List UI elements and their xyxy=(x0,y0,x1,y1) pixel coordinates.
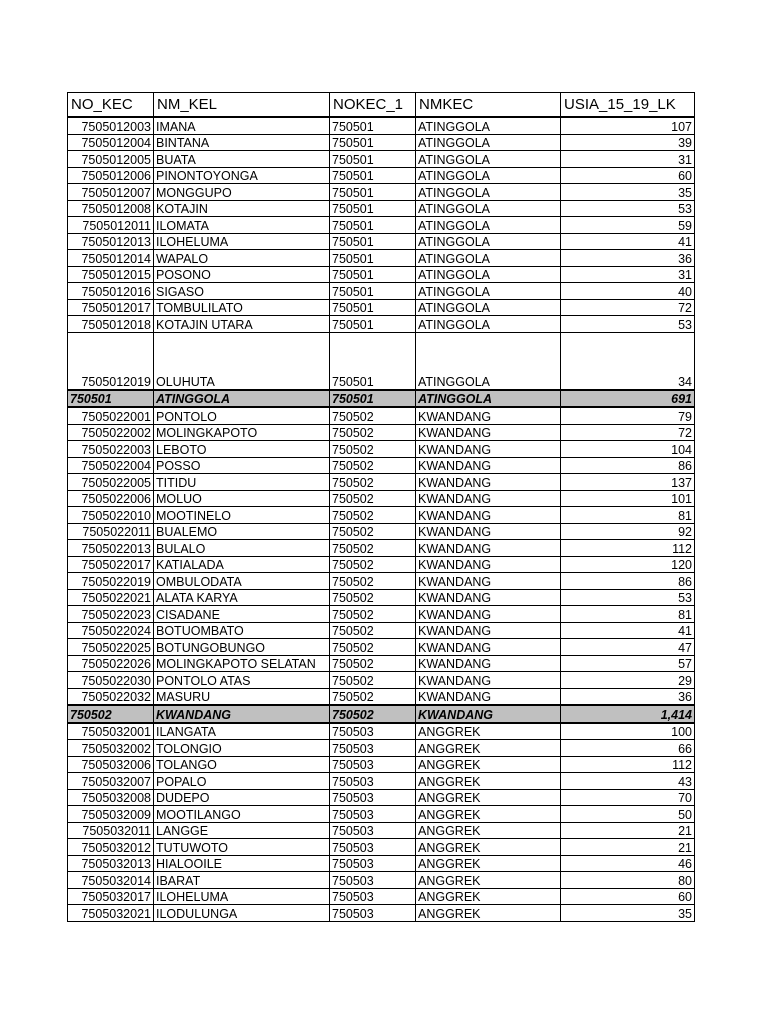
cell-usia-15-19-lk: 66 xyxy=(561,740,695,757)
cell-no-kec: 7505022010 xyxy=(68,507,154,524)
cell-nokec-1: 750503 xyxy=(330,740,416,757)
cell-no-kec: 7505022004 xyxy=(68,457,154,474)
cell-no-kec: 7505012013 xyxy=(68,233,154,250)
cell-no-kec: 7505022011 xyxy=(68,523,154,540)
cell-nmkec: ATINGGOLA xyxy=(416,167,561,184)
cell-no-kec: 7505032001 xyxy=(68,723,154,740)
table-row xyxy=(68,839,695,856)
cell-nokec-1: 750501 xyxy=(330,266,416,283)
cell-nm-kel: MOLINGKAPOTO SELATAN xyxy=(154,655,330,672)
cell-nmkec: KWANDANG xyxy=(416,407,561,424)
cell-nmkec: ANGGREK xyxy=(416,806,561,823)
cell-nm-kel: MOLINGKAPOTO xyxy=(154,424,330,441)
cell-no-kec: 7505032011 xyxy=(68,822,154,839)
cell-usia-15-19-lk: 691 xyxy=(561,390,695,408)
cell-no-kec: 7505012004 xyxy=(68,134,154,151)
cell-usia-15-19-lk: 120 xyxy=(561,556,695,573)
cell-nokec-1: 750502 xyxy=(330,441,416,458)
table-row xyxy=(68,424,695,441)
cell-usia-15-19-lk: 81 xyxy=(561,606,695,623)
table-row xyxy=(68,655,695,672)
cell-nmkec: ATINGGOLA xyxy=(416,250,561,267)
cell-nokec-1: 750501 xyxy=(330,332,416,390)
cell-nmkec: KWANDANG xyxy=(416,441,561,458)
cell-nokec-1: 750501 xyxy=(330,184,416,201)
cell-nmkec: ANGGREK xyxy=(416,839,561,856)
cell-no-kec: 7505012019 xyxy=(68,332,154,390)
cell-nmkec: ANGGREK xyxy=(416,905,561,922)
table-row xyxy=(68,688,695,705)
table-row xyxy=(68,332,695,390)
table-row xyxy=(68,233,695,250)
cell-nokec-1: 750501 xyxy=(330,151,416,168)
cell-nmkec: KWANDANG xyxy=(416,457,561,474)
cell-usia-15-19-lk: 112 xyxy=(561,540,695,557)
table-row xyxy=(68,217,695,234)
cell-no-kec: 7505022021 xyxy=(68,589,154,606)
cell-usia-15-19-lk: 104 xyxy=(561,441,695,458)
cell-nm-kel: IBARAT xyxy=(154,872,330,889)
cell-usia-15-19-lk: 50 xyxy=(561,806,695,823)
cell-nokec-1: 750503 xyxy=(330,905,416,922)
cell-no-kec: 750502 xyxy=(68,705,154,723)
cell-no-kec: 7505032008 xyxy=(68,789,154,806)
cell-usia-15-19-lk: 57 xyxy=(561,655,695,672)
cell-nmkec: KWANDANG xyxy=(416,573,561,590)
cell-usia-15-19-lk: 86 xyxy=(561,573,695,590)
cell-nm-kel: MOLUO xyxy=(154,490,330,507)
cell-nm-kel: PINONTOYONGA xyxy=(154,167,330,184)
cell-no-kec: 7505032009 xyxy=(68,806,154,823)
cell-nm-kel: TITIDU xyxy=(154,474,330,491)
cell-nm-kel: WAPALO xyxy=(154,250,330,267)
cell-nokec-1: 750501 xyxy=(330,167,416,184)
table-row xyxy=(68,573,695,590)
cell-usia-15-19-lk: 53 xyxy=(561,589,695,606)
cell-nmkec: ANGGREK xyxy=(416,822,561,839)
header-nm-kel: NM_KEL xyxy=(154,93,330,118)
cell-usia-15-19-lk: 36 xyxy=(561,688,695,705)
cell-nmkec: KWANDANG xyxy=(416,490,561,507)
cell-nokec-1: 750503 xyxy=(330,888,416,905)
cell-nm-kel: POPALO xyxy=(154,773,330,790)
cell-nm-kel: LEBOTO xyxy=(154,441,330,458)
cell-nokec-1: 750502 xyxy=(330,705,416,723)
cell-no-kec: 7505012008 xyxy=(68,200,154,217)
table-row xyxy=(68,822,695,839)
cell-nmkec: ATINGGOLA xyxy=(416,233,561,250)
cell-no-kec: 7505032007 xyxy=(68,773,154,790)
table-row xyxy=(68,250,695,267)
cell-nokec-1: 750502 xyxy=(330,540,416,557)
table-row xyxy=(68,184,695,201)
cell-nmkec: ANGGREK xyxy=(416,773,561,790)
table-row xyxy=(68,441,695,458)
cell-nokec-1: 750502 xyxy=(330,523,416,540)
cell-nmkec: KWANDANG xyxy=(416,556,561,573)
cell-nmkec: ATINGGOLA xyxy=(416,134,561,151)
cell-nm-kel: BOTUOMBATO xyxy=(154,622,330,639)
cell-nmkec: KWANDANG xyxy=(416,639,561,656)
cell-nokec-1: 750501 xyxy=(330,117,416,134)
cell-nmkec: ANGGREK xyxy=(416,756,561,773)
cell-nokec-1: 750502 xyxy=(330,474,416,491)
cell-nokec-1: 750503 xyxy=(330,773,416,790)
cell-nmkec: ATINGGOLA xyxy=(416,266,561,283)
cell-no-kec: 7505032006 xyxy=(68,756,154,773)
cell-no-kec: 7505012006 xyxy=(68,167,154,184)
cell-no-kec: 7505012016 xyxy=(68,283,154,300)
cell-nm-kel: ILOHELUMA xyxy=(154,888,330,905)
cell-nokec-1: 750502 xyxy=(330,639,416,656)
cell-usia-15-19-lk: 41 xyxy=(561,622,695,639)
cell-nmkec: ATINGGOLA xyxy=(416,117,561,134)
table-row xyxy=(68,740,695,757)
cell-nmkec: KWANDANG xyxy=(416,705,561,723)
cell-nm-kel: ALATA KARYA xyxy=(154,589,330,606)
cell-nm-kel: KWANDANG xyxy=(154,705,330,723)
cell-usia-15-19-lk: 80 xyxy=(561,872,695,889)
cell-usia-15-19-lk: 59 xyxy=(561,217,695,234)
table-row xyxy=(68,490,695,507)
table-row xyxy=(68,167,695,184)
cell-usia-15-19-lk: 40 xyxy=(561,283,695,300)
cell-no-kec: 7505022001 xyxy=(68,407,154,424)
cell-usia-15-19-lk: 36 xyxy=(561,250,695,267)
cell-nmkec: ATINGGOLA xyxy=(416,283,561,300)
cell-no-kec: 7505012015 xyxy=(68,266,154,283)
cell-nmkec: KWANDANG xyxy=(416,474,561,491)
cell-usia-15-19-lk: 86 xyxy=(561,457,695,474)
cell-nmkec: KWANDANG xyxy=(416,540,561,557)
cell-nokec-1: 750503 xyxy=(330,756,416,773)
table-row xyxy=(68,556,695,573)
table-row xyxy=(68,806,695,823)
table-row xyxy=(68,299,695,316)
table-row xyxy=(68,589,695,606)
cell-nmkec: ATINGGOLA xyxy=(416,151,561,168)
cell-nmkec: KWANDANG xyxy=(416,672,561,689)
table-row xyxy=(68,283,695,300)
cell-nm-kel: BUALEMO xyxy=(154,523,330,540)
cell-nmkec: ATINGGOLA xyxy=(416,316,561,333)
header-row xyxy=(68,93,695,118)
cell-nokec-1: 750502 xyxy=(330,424,416,441)
cell-no-kec: 7505022026 xyxy=(68,655,154,672)
cell-usia-15-19-lk: 41 xyxy=(561,233,695,250)
cell-usia-15-19-lk: 31 xyxy=(561,151,695,168)
cell-no-kec: 7505032017 xyxy=(68,888,154,905)
cell-no-kec: 7505032014 xyxy=(68,872,154,889)
cell-nmkec: ATINGGOLA xyxy=(416,217,561,234)
cell-nmkec: ANGGREK xyxy=(416,740,561,757)
cell-nokec-1: 750501 xyxy=(330,233,416,250)
cell-nm-kel: MOOTILANGO xyxy=(154,806,330,823)
cell-usia-15-19-lk: 72 xyxy=(561,424,695,441)
cell-nokec-1: 750501 xyxy=(330,390,416,408)
cell-usia-15-19-lk: 70 xyxy=(561,789,695,806)
cell-nokec-1: 750501 xyxy=(330,134,416,151)
cell-nokec-1: 750502 xyxy=(330,490,416,507)
table-row xyxy=(68,672,695,689)
cell-no-kec: 7505012014 xyxy=(68,250,154,267)
cell-nokec-1: 750502 xyxy=(330,606,416,623)
cell-nmkec: ATINGGOLA xyxy=(416,184,561,201)
cell-nm-kel: BUATA xyxy=(154,151,330,168)
cell-no-kec: 7505012011 xyxy=(68,217,154,234)
cell-nokec-1: 750501 xyxy=(330,316,416,333)
cell-nmkec: ANGGREK xyxy=(416,872,561,889)
table-row xyxy=(68,540,695,557)
table-row xyxy=(68,266,695,283)
cell-usia-15-19-lk: 35 xyxy=(561,905,695,922)
cell-usia-15-19-lk: 47 xyxy=(561,639,695,656)
cell-nmkec: KWANDANG xyxy=(416,655,561,672)
subtotal-row xyxy=(68,705,695,723)
cell-no-kec: 7505032012 xyxy=(68,839,154,856)
cell-no-kec: 7505012018 xyxy=(68,316,154,333)
cell-usia-15-19-lk: 35 xyxy=(561,184,695,201)
cell-nmkec: ANGGREK xyxy=(416,888,561,905)
cell-nmkec: ATINGGOLA xyxy=(416,299,561,316)
cell-usia-15-19-lk: 60 xyxy=(561,888,695,905)
cell-nokec-1: 750503 xyxy=(330,723,416,740)
cell-nm-kel: KATIALADA xyxy=(154,556,330,573)
cell-nm-kel: BINTANA xyxy=(154,134,330,151)
cell-nokec-1: 750501 xyxy=(330,200,416,217)
cell-no-kec: 7505022032 xyxy=(68,688,154,705)
cell-usia-15-19-lk: 101 xyxy=(561,490,695,507)
cell-usia-15-19-lk: 60 xyxy=(561,167,695,184)
cell-nokec-1: 750503 xyxy=(330,806,416,823)
cell-nm-kel: KOTAJIN UTARA xyxy=(154,316,330,333)
cell-nm-kel: BOTUNGOBUNGO xyxy=(154,639,330,656)
cell-no-kec: 7505022002 xyxy=(68,424,154,441)
table-row xyxy=(68,151,695,168)
table-row xyxy=(68,606,695,623)
cell-usia-15-19-lk: 1,414 xyxy=(561,705,695,723)
cell-no-kec: 750501 xyxy=(68,390,154,408)
cell-nokec-1: 750502 xyxy=(330,589,416,606)
cell-nokec-1: 750502 xyxy=(330,556,416,573)
cell-usia-15-19-lk: 39 xyxy=(561,134,695,151)
cell-nm-kel: ILOMATA xyxy=(154,217,330,234)
cell-nokec-1: 750502 xyxy=(330,622,416,639)
data-table xyxy=(67,92,695,922)
cell-nokec-1: 750501 xyxy=(330,217,416,234)
cell-nm-kel: BULALO xyxy=(154,540,330,557)
header-usia-15-19-lk: USIA_15_19_LK xyxy=(561,93,695,118)
cell-no-kec: 7505022003 xyxy=(68,441,154,458)
table-row xyxy=(68,474,695,491)
table-row xyxy=(68,855,695,872)
cell-nm-kel: MONGGUPO xyxy=(154,184,330,201)
cell-nm-kel: TOMBULILATO xyxy=(154,299,330,316)
cell-no-kec: 7505022019 xyxy=(68,573,154,590)
cell-no-kec: 7505012003 xyxy=(68,117,154,134)
cell-nmkec: ANGGREK xyxy=(416,723,561,740)
cell-nm-kel: POSSO xyxy=(154,457,330,474)
cell-nokec-1: 750503 xyxy=(330,855,416,872)
cell-usia-15-19-lk: 46 xyxy=(561,855,695,872)
cell-nm-kel: POSONO xyxy=(154,266,330,283)
cell-usia-15-19-lk: 34 xyxy=(561,332,695,390)
cell-no-kec: 7505022030 xyxy=(68,672,154,689)
cell-nm-kel: MOOTINELO xyxy=(154,507,330,524)
cell-usia-15-19-lk: 31 xyxy=(561,266,695,283)
cell-nm-kel: TOLANGO xyxy=(154,756,330,773)
cell-no-kec: 7505032021 xyxy=(68,905,154,922)
spreadsheet xyxy=(67,92,694,922)
cell-nm-kel: IMANA xyxy=(154,117,330,134)
cell-usia-15-19-lk: 53 xyxy=(561,200,695,217)
cell-nm-kel: ATINGGOLA xyxy=(154,390,330,408)
table-row xyxy=(68,773,695,790)
cell-nokec-1: 750503 xyxy=(330,822,416,839)
cell-nmkec: KWANDANG xyxy=(416,688,561,705)
cell-nmkec: KWANDANG xyxy=(416,589,561,606)
cell-nmkec: ATINGGOLA xyxy=(416,390,561,408)
table-row xyxy=(68,639,695,656)
cell-no-kec: 7505022024 xyxy=(68,622,154,639)
table-row xyxy=(68,316,695,333)
table-body xyxy=(68,117,695,921)
cell-no-kec: 7505012005 xyxy=(68,151,154,168)
cell-nokec-1: 750501 xyxy=(330,283,416,300)
cell-nm-kel: ILOHELUMA xyxy=(154,233,330,250)
cell-usia-15-19-lk: 72 xyxy=(561,299,695,316)
table-row xyxy=(68,134,695,151)
cell-no-kec: 7505022017 xyxy=(68,556,154,573)
cell-nm-kel: PONTOLO ATAS xyxy=(154,672,330,689)
table-row xyxy=(68,457,695,474)
cell-nmkec: KWANDANG xyxy=(416,622,561,639)
cell-no-kec: 7505022006 xyxy=(68,490,154,507)
cell-no-kec: 7505022023 xyxy=(68,606,154,623)
table-row xyxy=(68,622,695,639)
cell-nokec-1: 750503 xyxy=(330,789,416,806)
cell-nokec-1: 750502 xyxy=(330,407,416,424)
cell-usia-15-19-lk: 79 xyxy=(561,407,695,424)
cell-nm-kel: SIGASO xyxy=(154,283,330,300)
cell-usia-15-19-lk: 43 xyxy=(561,773,695,790)
cell-nm-kel: OLUHUTA xyxy=(154,332,330,390)
cell-nmkec: KWANDANG xyxy=(416,507,561,524)
cell-nmkec: KWANDANG xyxy=(416,424,561,441)
table-row xyxy=(68,117,695,134)
table-row xyxy=(68,507,695,524)
cell-usia-15-19-lk: 137 xyxy=(561,474,695,491)
cell-nm-kel: KOTAJIN xyxy=(154,200,330,217)
cell-nokec-1: 750503 xyxy=(330,839,416,856)
cell-nm-kel: DUDEPO xyxy=(154,789,330,806)
cell-nmkec: KWANDANG xyxy=(416,606,561,623)
cell-nmkec: ATINGGOLA xyxy=(416,332,561,390)
cell-nmkec: ANGGREK xyxy=(416,789,561,806)
table-row xyxy=(68,200,695,217)
header-no-kec: NO_KEC xyxy=(68,93,154,118)
cell-nokec-1: 750502 xyxy=(330,672,416,689)
cell-nokec-1: 750501 xyxy=(330,299,416,316)
table-row xyxy=(68,789,695,806)
cell-usia-15-19-lk: 107 xyxy=(561,117,695,134)
cell-nokec-1: 750502 xyxy=(330,655,416,672)
cell-nm-kel: HIALOOILE xyxy=(154,855,330,872)
table-row xyxy=(68,905,695,922)
header-nmkec: NMKEC xyxy=(416,93,561,118)
cell-nokec-1: 750503 xyxy=(330,872,416,889)
cell-nm-kel: LANGGE xyxy=(154,822,330,839)
table-row xyxy=(68,723,695,740)
cell-nokec-1: 750502 xyxy=(330,573,416,590)
cell-nm-kel: TUTUWOTO xyxy=(154,839,330,856)
cell-usia-15-19-lk: 21 xyxy=(561,822,695,839)
cell-no-kec: 7505022025 xyxy=(68,639,154,656)
table-row xyxy=(68,888,695,905)
table-row xyxy=(68,756,695,773)
cell-nm-kel: PONTOLO xyxy=(154,407,330,424)
cell-nm-kel: CISADANE xyxy=(154,606,330,623)
cell-usia-15-19-lk: 81 xyxy=(561,507,695,524)
cell-no-kec: 7505012007 xyxy=(68,184,154,201)
cell-usia-15-19-lk: 53 xyxy=(561,316,695,333)
cell-nm-kel: ILODULUNGA xyxy=(154,905,330,922)
table-row xyxy=(68,872,695,889)
cell-no-kec: 7505022005 xyxy=(68,474,154,491)
header-nokec-1: NOKEC_1 xyxy=(330,93,416,118)
cell-nm-kel: ILANGATA xyxy=(154,723,330,740)
subtotal-row xyxy=(68,390,695,408)
table-row xyxy=(68,523,695,540)
table-row xyxy=(68,407,695,424)
cell-nm-kel: MASURU xyxy=(154,688,330,705)
cell-usia-15-19-lk: 29 xyxy=(561,672,695,689)
cell-usia-15-19-lk: 100 xyxy=(561,723,695,740)
cell-nokec-1: 750502 xyxy=(330,457,416,474)
cell-nm-kel: TOLONGIO xyxy=(154,740,330,757)
cell-nmkec: ANGGREK xyxy=(416,855,561,872)
cell-usia-15-19-lk: 112 xyxy=(561,756,695,773)
cell-nokec-1: 750501 xyxy=(330,250,416,267)
cell-no-kec: 7505032002 xyxy=(68,740,154,757)
cell-usia-15-19-lk: 92 xyxy=(561,523,695,540)
cell-nokec-1: 750502 xyxy=(330,688,416,705)
cell-nokec-1: 750502 xyxy=(330,507,416,524)
cell-nmkec: KWANDANG xyxy=(416,523,561,540)
cell-no-kec: 7505012017 xyxy=(68,299,154,316)
cell-nmkec: ATINGGOLA xyxy=(416,200,561,217)
cell-usia-15-19-lk: 21 xyxy=(561,839,695,856)
cell-no-kec: 7505032013 xyxy=(68,855,154,872)
cell-nm-kel: OMBULODATA xyxy=(154,573,330,590)
cell-no-kec: 7505022013 xyxy=(68,540,154,557)
